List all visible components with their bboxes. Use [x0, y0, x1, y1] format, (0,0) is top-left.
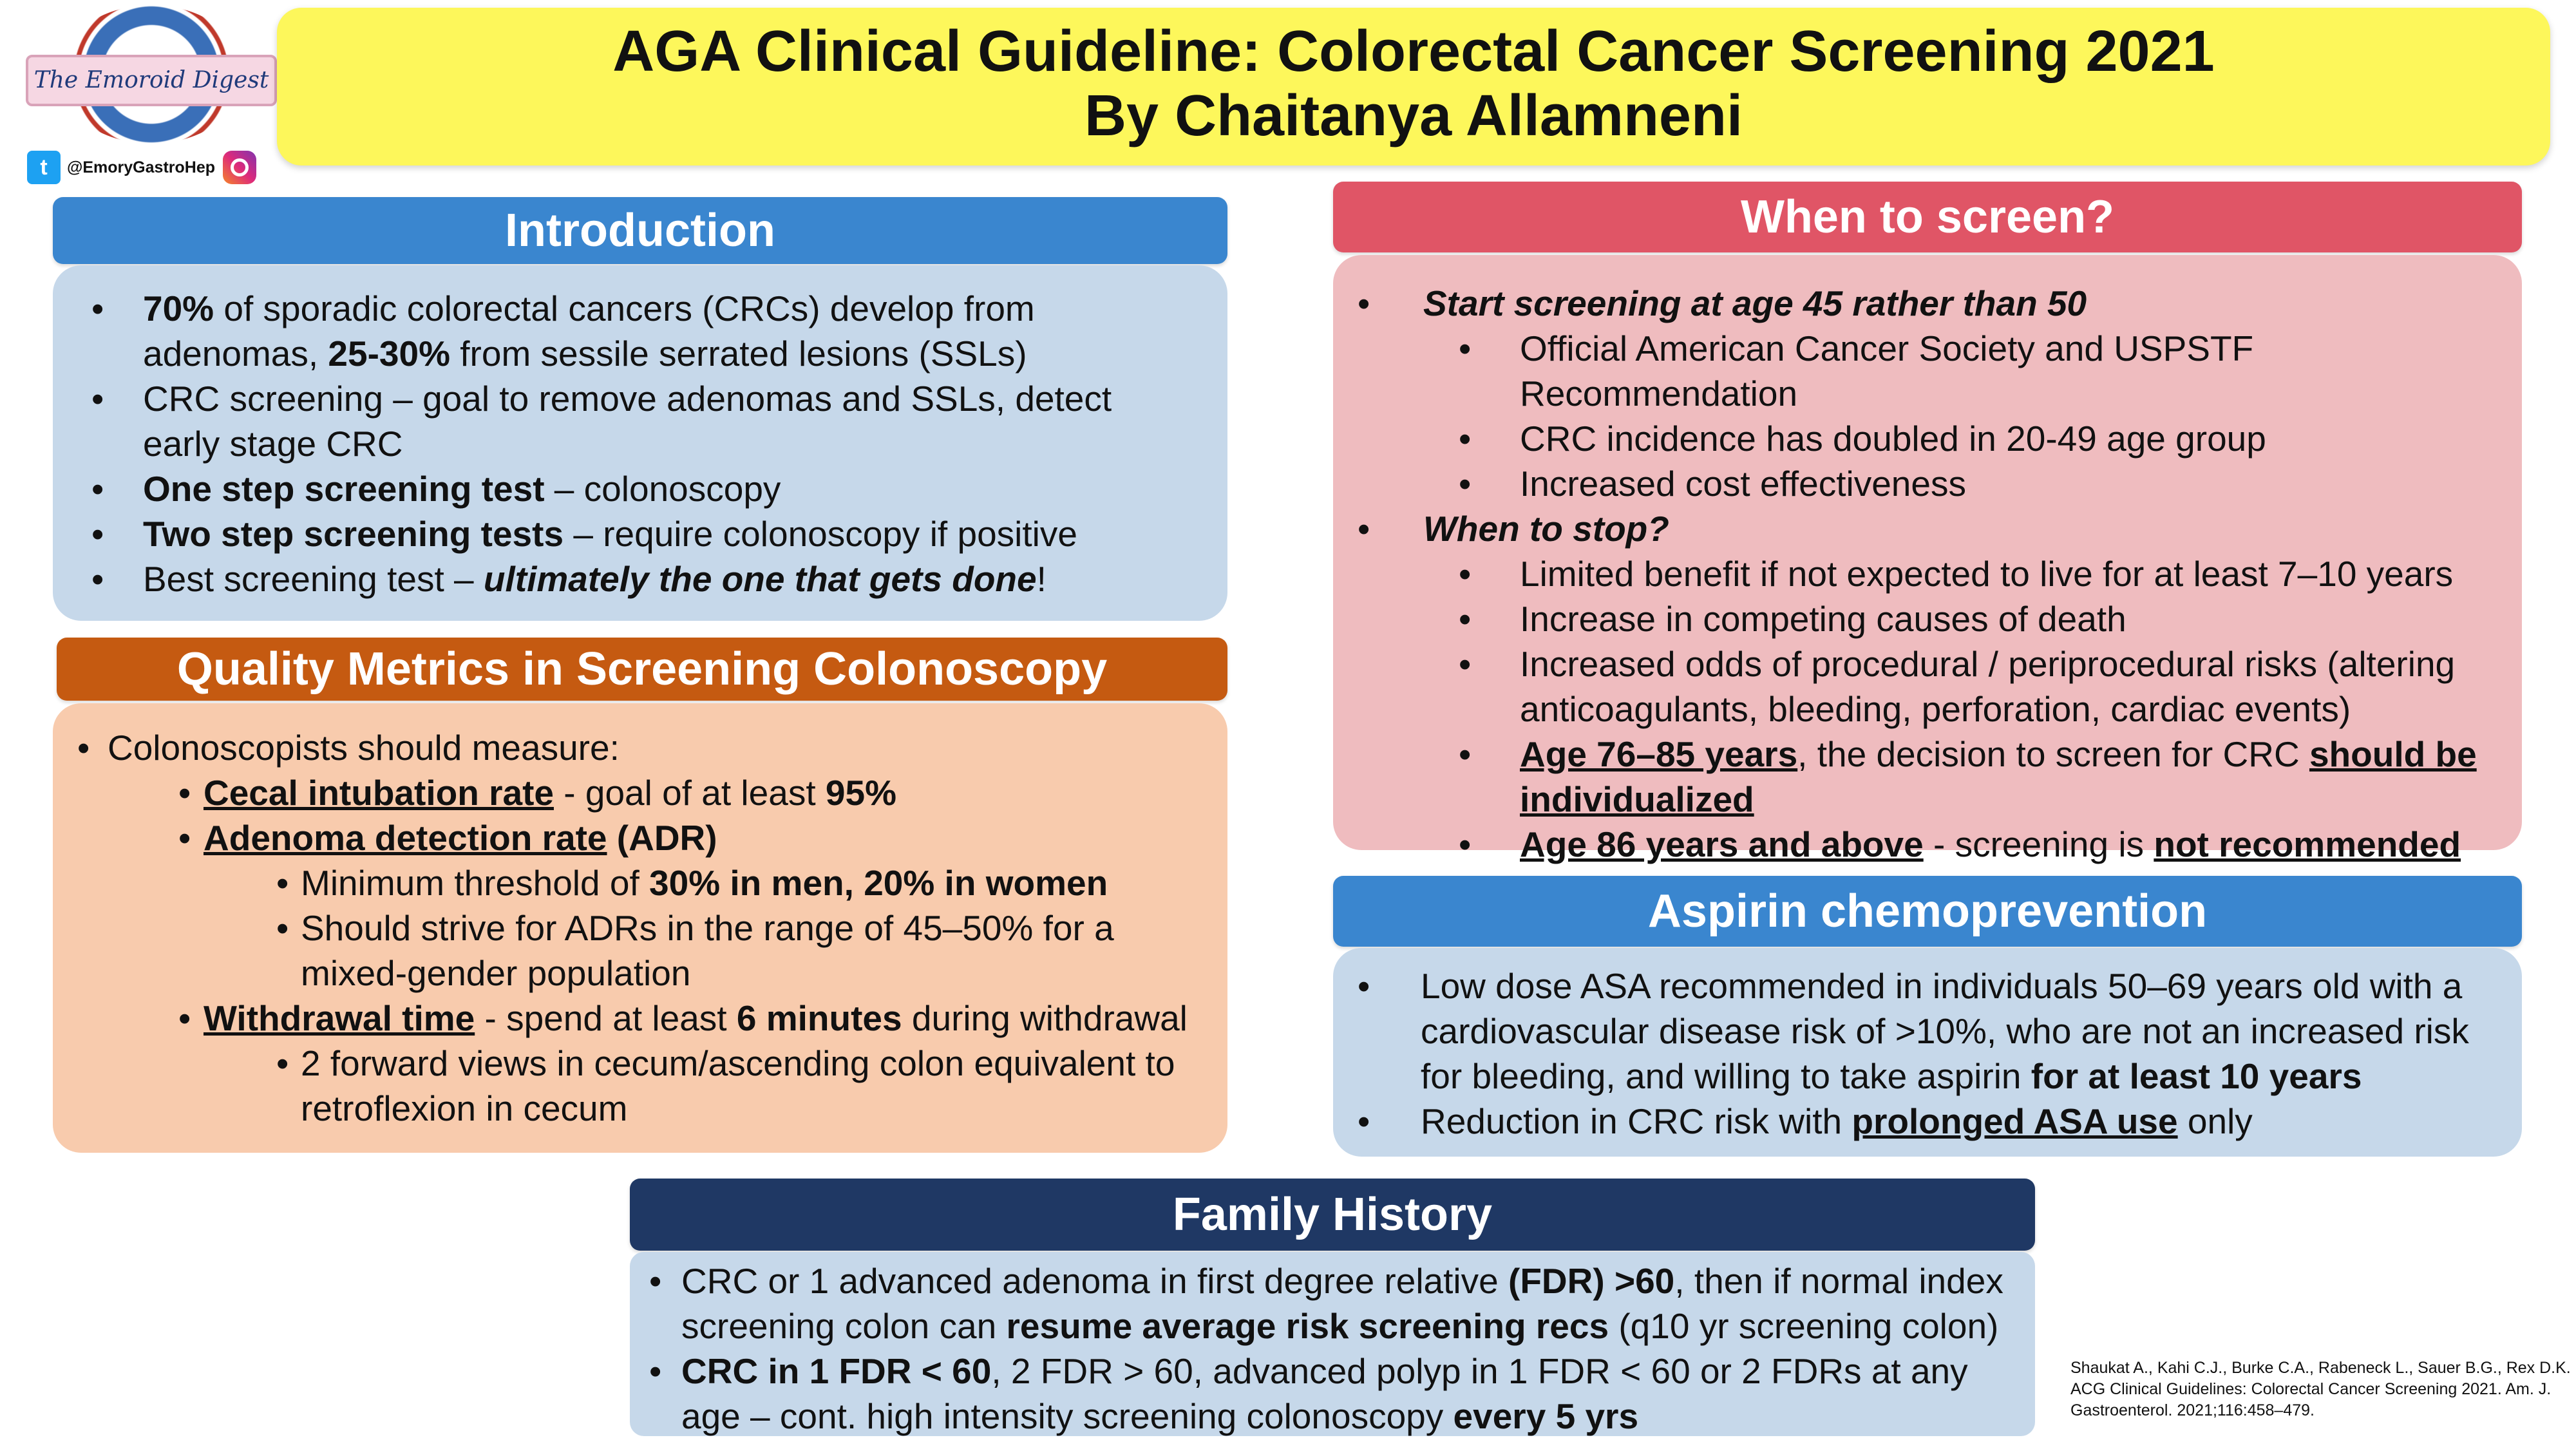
quality-panel [53, 703, 1227, 1153]
list-item: • Increase in competing causes of death [1333, 596, 2522, 641]
list-item: • Two step screening tests – require colonoscopy if positive [53, 511, 1227, 556]
list-item: • Best screening test – ultimately the one that gets done! [53, 556, 1227, 601]
social-handle-row [27, 149, 278, 185]
list-item: • Colonoscopists should measure: [53, 725, 1227, 770]
list-item: • Age 76–85 years, the decision to screen for CRC should be individualized [1333, 732, 2522, 822]
social-handle[interactable]: @EmoryGastroHep [67, 158, 215, 176]
list-item: • One step screening test – colonoscopy [53, 466, 1227, 511]
list-item: • Start screening at age 45 rather than 50 [1333, 281, 2522, 326]
list-item: • Withdrawal time - spend at least 6 minutes during withdrawal [53, 996, 1227, 1041]
list-item: • Minimum threshold of 30% in men, 20% in women [53, 860, 1227, 905]
when-heading: When to screen? [1333, 182, 2522, 252]
instagram-icon[interactable] [223, 151, 256, 184]
title-banner [277, 8, 2550, 166]
list-item: • Low dose ASA recommended in individuals 50–69 years old with a cardiovascular disease risk of >10%, who are not an increased risk for bleeding, and willing to take aspirin for at least 10 years [1333, 963, 2522, 1099]
list-item: • CRC or 1 advanced adenoma in first degree relative (FDR) >60, then if normal index screening colon can resume average risk screening recs (q10 yr screening colon) [630, 1258, 2035, 1349]
when-panel [1333, 255, 2522, 864]
family-panel [630, 1252, 2035, 1436]
list-item: • Should strive for ADRs in the range of 45–50% for a mixed-gender population [53, 905, 1227, 996]
page-title: AGA Clinical Guideline: Colorectal Cancer Screening 2021 [612, 19, 2215, 84]
list-item: • Age 86 years and above - screening is not recommended [1333, 822, 2522, 867]
list-item: • CRC screening – goal to remove adenomas and SSLs, detect early stage CRC [53, 376, 1227, 466]
aspirin-heading: Aspirin chemoprevention [1333, 876, 2522, 947]
introduction-heading: Introduction [53, 197, 1227, 264]
list-item: • 70% of sporadic colorectal cancers (CRCs) develop from adenomas, 25-30% from sessile serrated lesions (SSLs) [53, 286, 1227, 376]
list-item: • Official American Cancer Society and USPSTF Recommendation [1333, 326, 2522, 416]
logo-name: The Emoroid Digest [26, 55, 277, 106]
introduction-panel [53, 265, 1227, 621]
list-item: • Adenoma detection rate (ADR) [53, 815, 1227, 860]
list-item: • CRC incidence has doubled in 20-49 age group [1333, 416, 2522, 461]
aspirin-panel [1333, 948, 2522, 1157]
list-item: • Limited benefit if not expected to live for at least 7–10 years [1333, 551, 2522, 596]
list-item: • Reduction in CRC risk with prolonged ASA use only [1333, 1099, 2522, 1144]
list-item: • 2 forward views in cecum/ascending colon equivalent to retroflexion in cecum [53, 1041, 1227, 1131]
list-item: • Increased odds of procedural / periprocedural risks (altering anticoagulants, bleeding, perforation, cardiac events) [1333, 641, 2522, 732]
list-item: • Increased cost effectiveness [1333, 461, 2522, 506]
citation: Shaukat A., Kahi C.J., Burke C.A., Rabeneck L., Sauer B.G., Rex D.K. ACG Clinical Guidelines: Colorectal Cancer Screening 2021. Am. J. Gastroenterol. 2021;116:458–479. [2070, 1359, 2571, 1419]
list-item: • When to stop? [1333, 506, 2522, 551]
quality-heading: Quality Metrics in Screening Colonoscopy [57, 638, 1227, 701]
list-item: • Cecal intubation rate - goal of at least 95% [53, 770, 1227, 815]
page-author: By Chaitanya Allamneni [1084, 84, 1743, 148]
twitter-icon[interactable]: t [27, 151, 61, 184]
family-heading: Family History [630, 1179, 2035, 1251]
logo [26, 0, 277, 193]
list-item: • CRC in 1 FDR < 60, 2 FDR > 60, advanced polyp in 1 FDR < 60 or 2 FDRs at any age – cont. high intensity screening colonoscopy every 5 yrs [630, 1349, 2035, 1439]
